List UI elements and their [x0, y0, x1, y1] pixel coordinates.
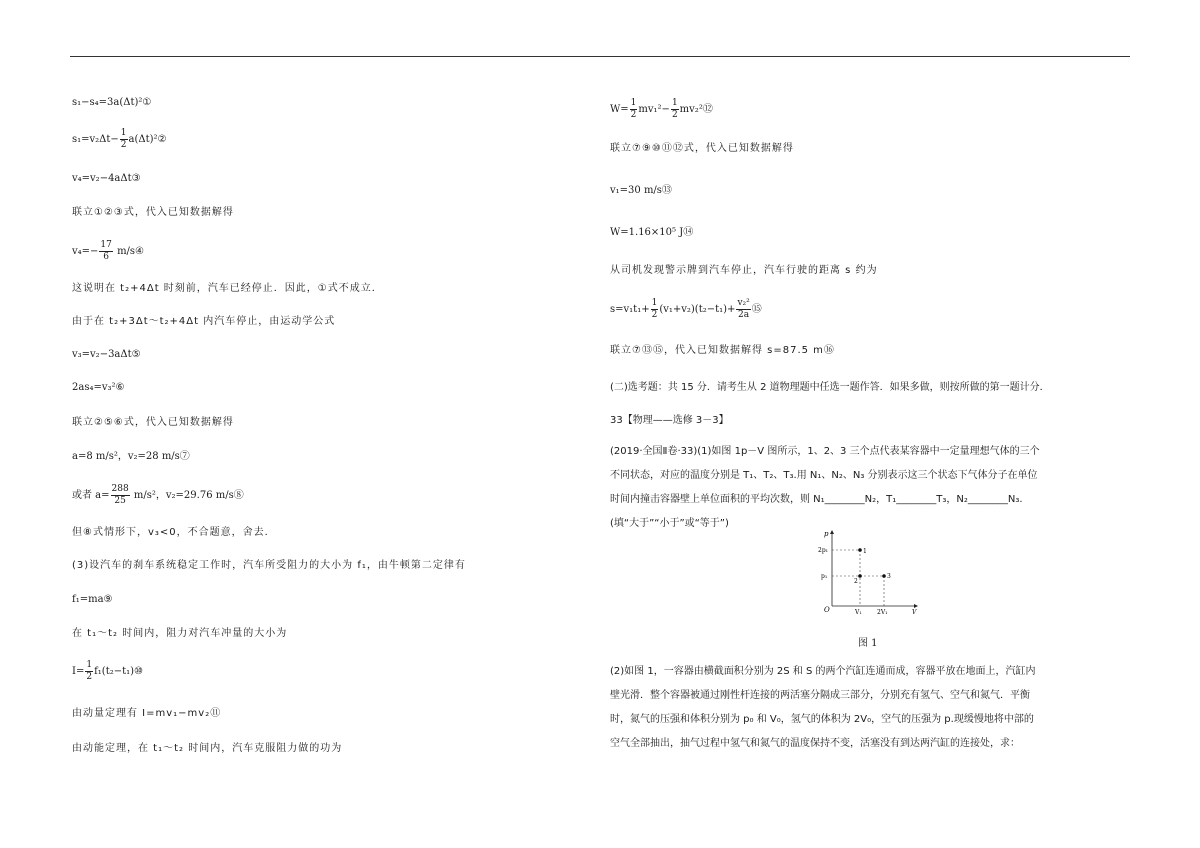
- equation-6: 2as₄=v₃²⑥: [72, 382, 125, 393]
- equation-13: v₁=30 m/s⑬: [610, 185, 672, 196]
- v-axis-label: V: [912, 609, 917, 616]
- state-point-3: [882, 574, 886, 578]
- tick-v1: V₁: [855, 609, 862, 616]
- equation-10: [72, 660, 143, 683]
- part3-intro: (3)设汽车的刹车系统稳定工作时，汽车所受阻力的大小为 f₁，由牛顿第二定律有: [72, 560, 466, 571]
- eq15-text-b: (v₁+v₂)(t₂−t₁)+: [659, 304, 736, 315]
- p-axis-label: p: [824, 530, 829, 538]
- solve-line-2: 联立②⑤⑥式，代入已知数据解得: [72, 417, 234, 428]
- equation-2: [72, 128, 167, 151]
- point-label-3: 3: [887, 573, 891, 580]
- momentum-line: 由动量定理有 I=mv₁−mv₂⑪: [72, 708, 222, 719]
- fraction-17-6: $\frac{17}{6}$: [100, 240, 112, 262]
- work-energy-line: 由动能定理，在 t₁～t₂ 时间内，汽车克服阻力做的功为: [72, 743, 343, 754]
- tick-2p1: 2p₁: [818, 547, 829, 554]
- eq10-text-a: I=: [72, 666, 85, 677]
- eq10-text-b: f₁(t₂−t₁)⑩: [94, 666, 143, 677]
- point-label-2: 2: [854, 578, 858, 585]
- p-axis-arrow: [830, 530, 834, 534]
- distance-intro: 从司机发现警示牌到汽车停止，汽车行驶的距离 s 约为: [610, 265, 878, 276]
- eq12-text-b: mv₁²−: [638, 104, 670, 115]
- fraction-half-3: $\frac{1}{2}$: [630, 98, 637, 120]
- fraction-half-2: $\frac{1}{2}$: [86, 660, 93, 682]
- equation-1: s₁−s₄=3a(Δt)²①: [72, 97, 152, 108]
- equation-8: [72, 484, 244, 507]
- eq2-text-b: a(Δt)²②: [128, 134, 167, 145]
- fraction-v22-2a: $\frac{\text{v₂²}}{2a}$: [737, 298, 750, 320]
- header-rule: [70, 56, 1130, 57]
- result-distance: 联立⑦⑬⑮，代入已知数据解得 s=87.5 m⑯: [610, 345, 835, 356]
- eq4-text-b: m/s④: [117, 246, 145, 257]
- equation-9: f₁=ma⑨: [72, 594, 113, 605]
- solve-line-3: 联立⑦⑨⑩⑪⑫式，代入已知数据解得: [610, 143, 794, 154]
- state-point-1: [858, 548, 862, 552]
- tick-2v1: 2V₁: [877, 609, 888, 616]
- eq8-text-a: 或者 a=: [72, 490, 110, 501]
- tick-p1: p₁: [821, 573, 828, 580]
- elective-instructions: (二)选考题：共 15 分．请考生从 2 道物理题中任选一题作答．如果多做，则按所做的第一题计分．: [610, 382, 1050, 393]
- fraction-half-4: $\frac{1}{2}$: [671, 98, 678, 120]
- equation-4: [72, 240, 144, 263]
- eq12-text-a: W=: [610, 104, 629, 115]
- eq8-text-b: m/s²，v₂=29.76 m/s⑧: [130, 490, 244, 501]
- solve-line-1: 联立①②③式，代入已知数据解得: [72, 207, 234, 218]
- state-point-2: [858, 574, 862, 578]
- fraction-half: $\frac{1}{2}$: [120, 128, 127, 150]
- question-33-heading: 33【物理——选修 3－3】: [610, 415, 729, 426]
- question-part2-text: (2)如图 1，一容器由横截面积分别为 2S 和 S 的两个汽缸连通而成，容器平放在地面上，汽缸内壁光滑．整个容器被通过刚性杆连接的两活塞分隔成三部分，分别充有氢气、空气和氮气．平衡时，氮气的压强和体积分别为 p₀ 和 V₀，氢气的体积为 2V₀，空气的压强为 p.现缓慢地将中部的空气全部抽出，抽气过程中氢气和氮气的温度保持不变，活塞没有到达两汽缸的连接处，求：: [610, 666, 1036, 749]
- equation-7: a=8 m/s²，v₂=28 m/s⑦: [72, 451, 190, 462]
- kinematics-line: 由于在 t₂+3Δt～t₂+4Δt 内汽车停止，由运动学公式: [72, 316, 336, 327]
- explanation-line: 这说明在 t₂+4Δt 时刻前，汽车已经停止．因此，①式不成立．: [72, 283, 383, 294]
- v-axis-arrow: [914, 604, 918, 608]
- question-part1-text: (2019·全国Ⅱ卷·33)(1)如图 1p－V 图所示，1、2、3 三个点代表某容器中一定量理想气体的三个不同状态，对应的温度分别是 T₁、T₂、T₃.用 N₁、N₂、N₃ 分别表示这三个状态下气体分子在单位时间内撞击容器壁上单位面积的平均次数，则 N₁________N₂，T₁________T₃，N₂________N₃.(填“大于”“小于”或“等于”): [610, 446, 1040, 529]
- fraction-half-5: $\frac{1}{2}$: [651, 298, 658, 320]
- figure-caption: 图 1: [858, 638, 878, 649]
- origin-label: O: [824, 606, 830, 614]
- discard-line: 但⑧式情形下，v₃<0，不合题意，舍去．: [72, 527, 276, 538]
- point-label-1: 1: [863, 548, 867, 555]
- equation-15: [610, 298, 762, 321]
- equation-3: v₄=v₂−4aΔt③: [72, 173, 141, 184]
- eq4-text-a: v₄=−: [72, 246, 99, 257]
- eq2-text-a: s₁=v₂Δt−: [72, 134, 119, 145]
- pv-diagram: [818, 530, 920, 616]
- eq15-text-c: ⑮: [751, 304, 762, 315]
- impulse-line: 在 t₁～t₂ 时间内，阻力对汽车冲量的大小为: [72, 628, 288, 639]
- eq15-text-a: s=v₁t₁+: [610, 304, 650, 315]
- fraction-288-25: $\frac{288}{25}$: [111, 484, 129, 506]
- equation-5: v₃=v₂−3aΔt⑤: [72, 349, 141, 360]
- equation-14: W=1.16×10⁵ J⑭: [610, 227, 694, 238]
- equation-12: [610, 98, 713, 121]
- eq12-text-c: mv₂²⑫: [679, 104, 713, 115]
